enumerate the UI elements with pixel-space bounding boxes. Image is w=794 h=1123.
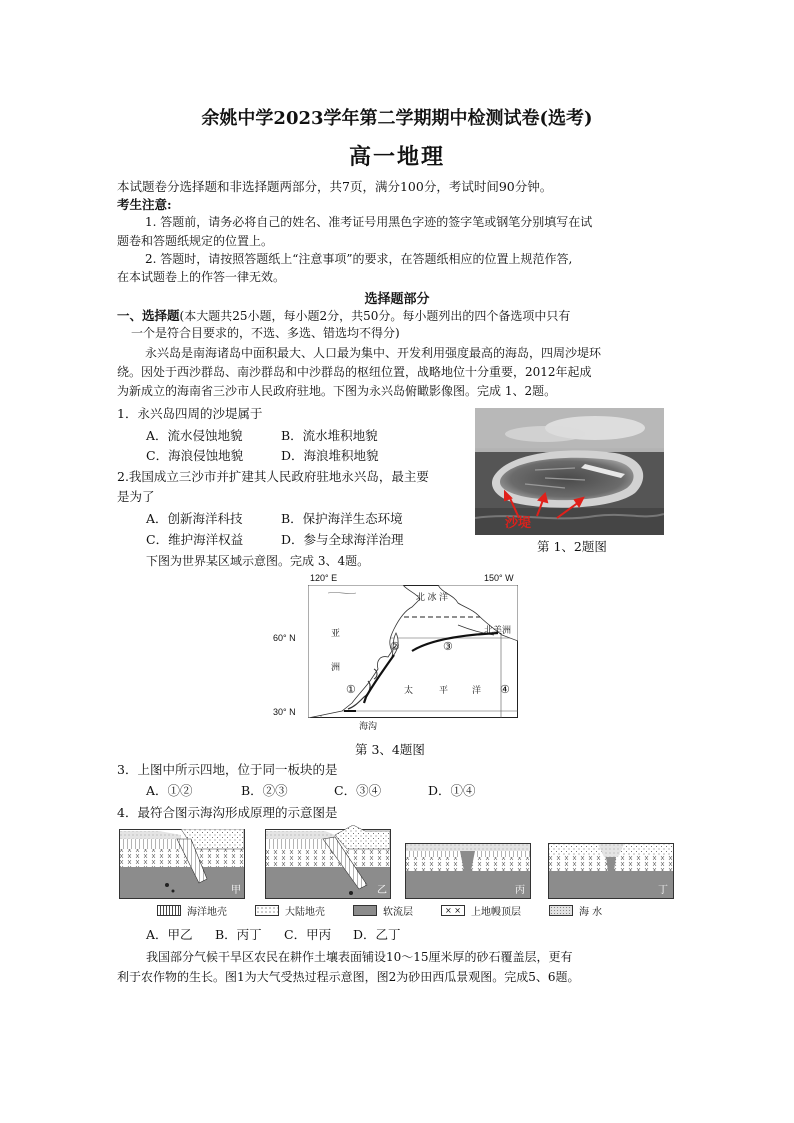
sandbank-label: 沙堤	[505, 516, 532, 531]
diagram-panel-bing	[405, 843, 531, 899]
map-trench-label: 海沟	[359, 721, 378, 731]
diagram-panel-yi	[265, 825, 391, 899]
map-arctic-ocean: 北 冰 洋	[416, 592, 449, 602]
q3-option-d: D．①④	[428, 783, 476, 798]
section-heading-label: 一、选择题	[117, 308, 180, 323]
exam-title: 余姚中学2023学年第二学期期中检测试卷(选考)	[201, 108, 593, 129]
panel-label-bing: 丙	[515, 885, 525, 896]
map-lon-left: 120° E	[310, 573, 338, 583]
section-heading-text: (本大题共25小题，每小题2分，共50分。每小题列出的四个备选项中只有	[179, 309, 571, 323]
map-lat-top: 60° N	[273, 633, 296, 643]
legend-swatch-continental	[255, 905, 279, 916]
section-heading	[117, 306, 570, 324]
subject-title: 高一地理	[348, 144, 445, 170]
q1-option-a: A．流水侵蚀地貌	[146, 428, 243, 443]
map-asia-ya: 亚	[331, 628, 341, 638]
map-pacific-3: 洋	[472, 685, 482, 695]
legend-oceanic: 海洋地壳	[187, 907, 227, 918]
passage3-line1: 我国部分气候干旱区农民在耕作土壤表面铺设10～15厘米厚的砂石覆盖层，更有	[146, 950, 573, 964]
note1-line1: 1. 答题前，请务必将自己的姓名、准考证号用黑色字迹的签字笔或钢笔分别填写在试	[145, 215, 593, 229]
section-heading-cont: 一个是符合目要求的，不选、多选、错选均不得分)	[131, 326, 400, 340]
q1-option-c: C．海浪侵蚀地貌	[146, 448, 244, 463]
q2-option-b: B．保护海洋生态环境	[281, 511, 403, 526]
q2-stem-line2: 是为了	[117, 489, 155, 504]
q1-option-b: B．流水堆积地貌	[281, 428, 378, 443]
map-pacific-2: 平	[439, 685, 449, 695]
q2-option-a: A．创新海洋科技	[146, 511, 243, 526]
photo-caption: 第 1、2题图	[537, 539, 607, 554]
note2-line2: 在本试题卷上的作答一律无效。	[117, 270, 286, 284]
passage1-line3: 为新成立的海南省三沙市人民政府驻地。下图为永兴岛俯瞰影像图。完成 1、2题。	[117, 384, 557, 398]
legend	[157, 903, 602, 918]
map-marker-1: ①	[346, 683, 356, 696]
island-aerial-photo	[475, 408, 664, 535]
q4-option-a: A．甲乙	[146, 927, 193, 942]
note1-line2: 题卷和答题纸规定的位置上。	[117, 234, 274, 248]
map-marker-3: ③	[443, 640, 453, 653]
q4-option-b: B．丙丁	[215, 927, 262, 942]
legend-swatch-upper-mantle: × ×	[441, 905, 465, 916]
q2-stem-line1: 2.我国成立三沙市并扩建其人民政府驻地永兴岛，最主要	[117, 469, 429, 484]
notice-title: 考生注意:	[117, 197, 172, 212]
diagram-panel-ding	[548, 843, 674, 899]
q4-stem: 4．最符合图示海沟形成原理的示意图是	[117, 805, 338, 820]
map-lon-right: 150° W	[484, 573, 514, 583]
legend-asthenosphere: 软流层	[383, 907, 413, 918]
map-asia-zhou: 洲	[331, 662, 341, 672]
section-title: 选择题部分	[364, 292, 430, 307]
q1-stem: 1．永兴岛四周的沙堤属于	[117, 406, 263, 421]
q3-option-b: B．②③	[241, 783, 288, 798]
map-marker-4: ④	[500, 683, 510, 696]
diagram-panel-jia	[119, 829, 245, 899]
legend-seawater: 海 水	[579, 907, 603, 918]
legend-continental: 大陆地壳	[285, 907, 325, 918]
map-pacific-1: 太	[404, 685, 414, 695]
q2-option-c: C．维护海洋权益	[146, 532, 244, 547]
q2-option-d: D．参与全球海洋治理	[281, 532, 404, 547]
map-caption: 第 3、4题图	[355, 742, 425, 757]
passage1-line2: 绕。因处于西沙群岛、南沙群岛和中沙群岛的枢纽位置，战略地位十分重要，2012年起成	[117, 365, 592, 379]
panel-label-yi: 乙	[377, 885, 387, 896]
region-map	[308, 585, 518, 718]
q4-option-c: C．甲丙	[284, 927, 332, 942]
legend-swatch-oceanic	[157, 905, 181, 916]
map-marker-2: ②	[390, 640, 400, 653]
q3-option-c: C．③④	[334, 783, 382, 798]
legend-swatch-seawater	[549, 905, 573, 916]
q3-stem: 3．上图中所示四地，位于同一板块的是	[117, 762, 338, 777]
passage3-line2: 利于农作物的生长。图1为大气受热过程示意图，图2为砂田西瓜景观图。完成5、6题。	[117, 970, 580, 984]
passage1-line1: 永兴岛是南海诸岛中面积最大、人口最为集中、开发利用强度最高的海岛，四周沙堤环	[145, 346, 602, 360]
q4-option-d: D．乙丁	[353, 927, 401, 942]
map-lat-bottom: 30° N	[273, 707, 296, 717]
passage2: 下图为世界某区域示意图。完成 3、4题。	[146, 554, 370, 568]
intro-line: 本试题卷分选择题和非选择题两部分，共7页，满分100分，考试时间90分钟。	[117, 179, 553, 194]
map-north-america: 北美洲	[484, 625, 512, 635]
q3-option-a: A．①②	[146, 783, 193, 798]
legend-upper-mantle: 上地幔顶层	[471, 907, 521, 918]
note2-line1: 2. 答题时，请按照答题纸上“注意事项”的要求，在答题纸相应的位置上规范作答,	[145, 252, 573, 266]
panel-label-ding: 丁	[658, 885, 668, 896]
legend-swatch-asthenosphere	[353, 905, 377, 916]
q1-option-d: D．海浪堆积地貌	[281, 448, 379, 463]
panel-label-jia: 甲	[231, 885, 241, 896]
